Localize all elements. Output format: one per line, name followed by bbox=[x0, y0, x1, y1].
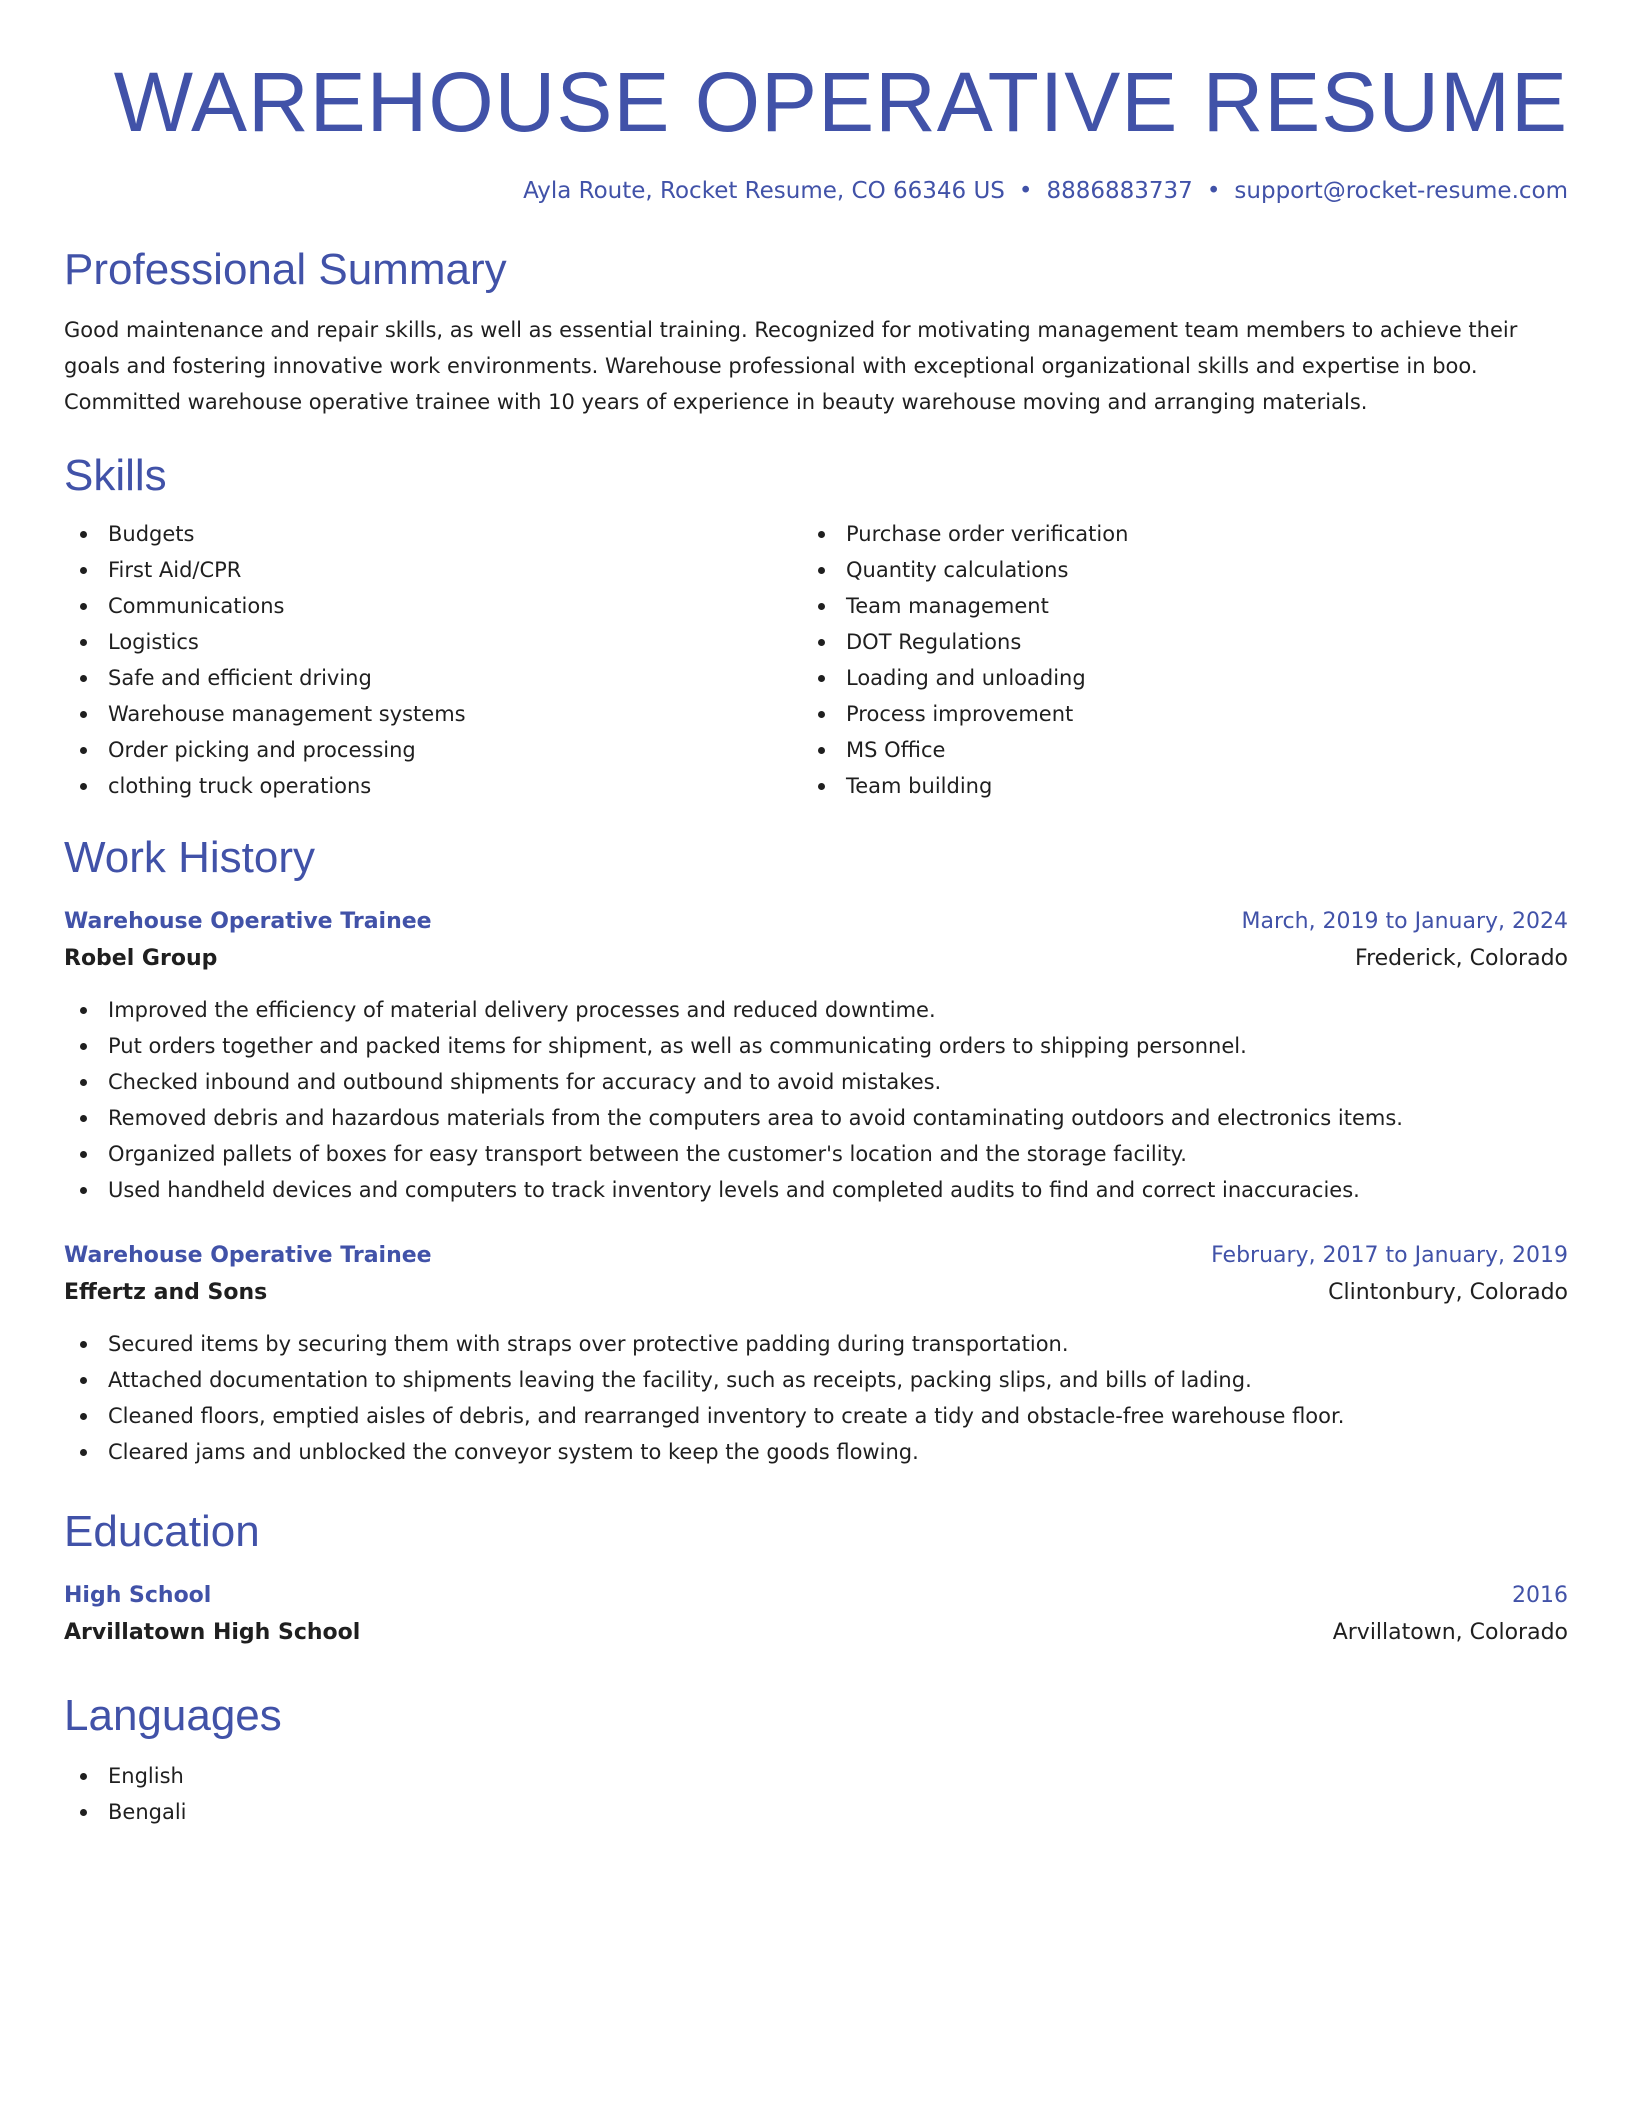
education-year: 2016 bbox=[1512, 1583, 1568, 1608]
contact-phone: 8886883737 bbox=[1046, 178, 1193, 204]
skill-item: First Aid/CPR bbox=[64, 552, 802, 588]
job-title: Warehouse Operative Trainee bbox=[64, 909, 432, 934]
job-header-row bbox=[64, 1238, 1568, 1274]
skill-item: Quantity calculations bbox=[802, 552, 1540, 588]
education-location: Arvillatown, Colorado bbox=[1332, 1620, 1568, 1645]
resume-title: WAREHOUSE OPERATIVE RESUME bbox=[113, 55, 1568, 149]
contact-line bbox=[64, 176, 1568, 206]
job-duty: Cleared jams and unblocked the conveyor system to keep the goods flowing. bbox=[64, 1434, 1568, 1470]
job-location: Clintonbury, Colorado bbox=[1328, 1280, 1568, 1305]
job-title: Warehouse Operative Trainee bbox=[64, 1243, 432, 1268]
contact-address: Ayla Route, Rocket Resume, CO 66346 US bbox=[523, 178, 1005, 204]
skill-item: Order picking and processing bbox=[64, 732, 802, 768]
skill-item: Purchase order verification bbox=[802, 516, 1540, 552]
language-item: English bbox=[64, 1758, 1568, 1794]
summary-heading: Professional Summary bbox=[64, 245, 507, 294]
job-header-row bbox=[64, 904, 1568, 940]
skill-item: Loading and unloading bbox=[802, 660, 1540, 696]
summary-text: Good maintenance and repair skills, as well as essential training. Recognized for motivating management team members to achieve their goals and fostering innovative work environments. Warehouse professional with exceptional organizational skills and expertise in boo. Committed warehouse operative trainee with 10 years of experience in beauty warehouse moving and arranging materials. bbox=[64, 318, 1518, 414]
contact-email[interactable]: support@rocket-resume.com bbox=[1234, 178, 1568, 204]
job-dates: March, 2019 to January, 2024 bbox=[1241, 909, 1568, 934]
skills-right-list bbox=[802, 516, 1540, 804]
education-school-row bbox=[64, 1614, 1568, 1652]
skill-item: Budgets bbox=[64, 516, 802, 552]
job-duty: Attached documentation to shipments leaving the facility, such as receipts, packing slips, and bills of lading. bbox=[64, 1362, 1568, 1398]
education-entry bbox=[64, 1578, 1568, 1652]
job-employer: Robel Group bbox=[64, 946, 218, 971]
job-duty: Checked inbound and outbound shipments for accuracy and to avoid mistakes. bbox=[64, 1064, 1568, 1100]
skill-item: Communications bbox=[64, 588, 802, 624]
job-duty: Improved the efficiency of material delivery processes and reduced downtime. bbox=[64, 992, 1568, 1028]
job-employer: Effertz and Sons bbox=[64, 1280, 268, 1305]
job-entry bbox=[64, 904, 1568, 1208]
job-entry bbox=[64, 1238, 1568, 1470]
education-degree: High School bbox=[64, 1583, 212, 1608]
job-duty: Secured items by securing them with straps over protective padding during transportation. bbox=[64, 1326, 1568, 1362]
job-duties-list bbox=[64, 1326, 1568, 1470]
language-item: Bengali bbox=[64, 1794, 1568, 1830]
contact-separator: • bbox=[1206, 178, 1221, 204]
education-school: Arvillatown High School bbox=[64, 1620, 361, 1645]
skills-left-list bbox=[64, 516, 802, 804]
job-duty: Organized pallets of boxes for easy transport between the customer's location and the storage facility. bbox=[64, 1136, 1568, 1172]
skill-item: clothing truck operations bbox=[64, 768, 802, 804]
job-dates: February, 2017 to January, 2019 bbox=[1211, 1243, 1568, 1268]
work-history-heading: Work History bbox=[64, 833, 315, 882]
skill-item: Logistics bbox=[64, 624, 802, 660]
skill-item: Warehouse management systems bbox=[64, 696, 802, 732]
job-location: Frederick, Colorado bbox=[1355, 946, 1568, 971]
job-duty: Cleaned floors, emptied aisles of debris, and rearranged inventory to create a tidy and obstacle-free warehouse floor. bbox=[64, 1398, 1568, 1434]
languages-list bbox=[64, 1758, 1568, 1830]
contact-separator: • bbox=[1018, 178, 1033, 204]
skills-heading: Skills bbox=[64, 451, 167, 500]
skill-item: MS Office bbox=[802, 732, 1540, 768]
job-duty: Removed debris and hazardous materials from the computers area to avoid contaminating outdoors and electronics items. bbox=[64, 1100, 1568, 1136]
skill-item: Safe and efficient driving bbox=[64, 660, 802, 696]
education-heading: Education bbox=[64, 1507, 260, 1556]
job-employer-row bbox=[64, 940, 1568, 978]
job-employer-row bbox=[64, 1274, 1568, 1312]
skill-item: DOT Regulations bbox=[802, 624, 1540, 660]
languages-heading: Languages bbox=[64, 1691, 282, 1740]
skill-item: Team building bbox=[802, 768, 1540, 804]
job-duty: Used handheld devices and computers to track inventory levels and completed audits to find and correct inaccuracies. bbox=[64, 1172, 1568, 1208]
skill-item: Team management bbox=[802, 588, 1540, 624]
skills-columns bbox=[64, 516, 1568, 804]
skill-item: Process improvement bbox=[802, 696, 1540, 732]
education-header-row bbox=[64, 1578, 1568, 1614]
job-duties-list bbox=[64, 992, 1568, 1208]
job-duty: Put orders together and packed items for shipment, as well as communicating orders to shipping personnel. bbox=[64, 1028, 1568, 1064]
